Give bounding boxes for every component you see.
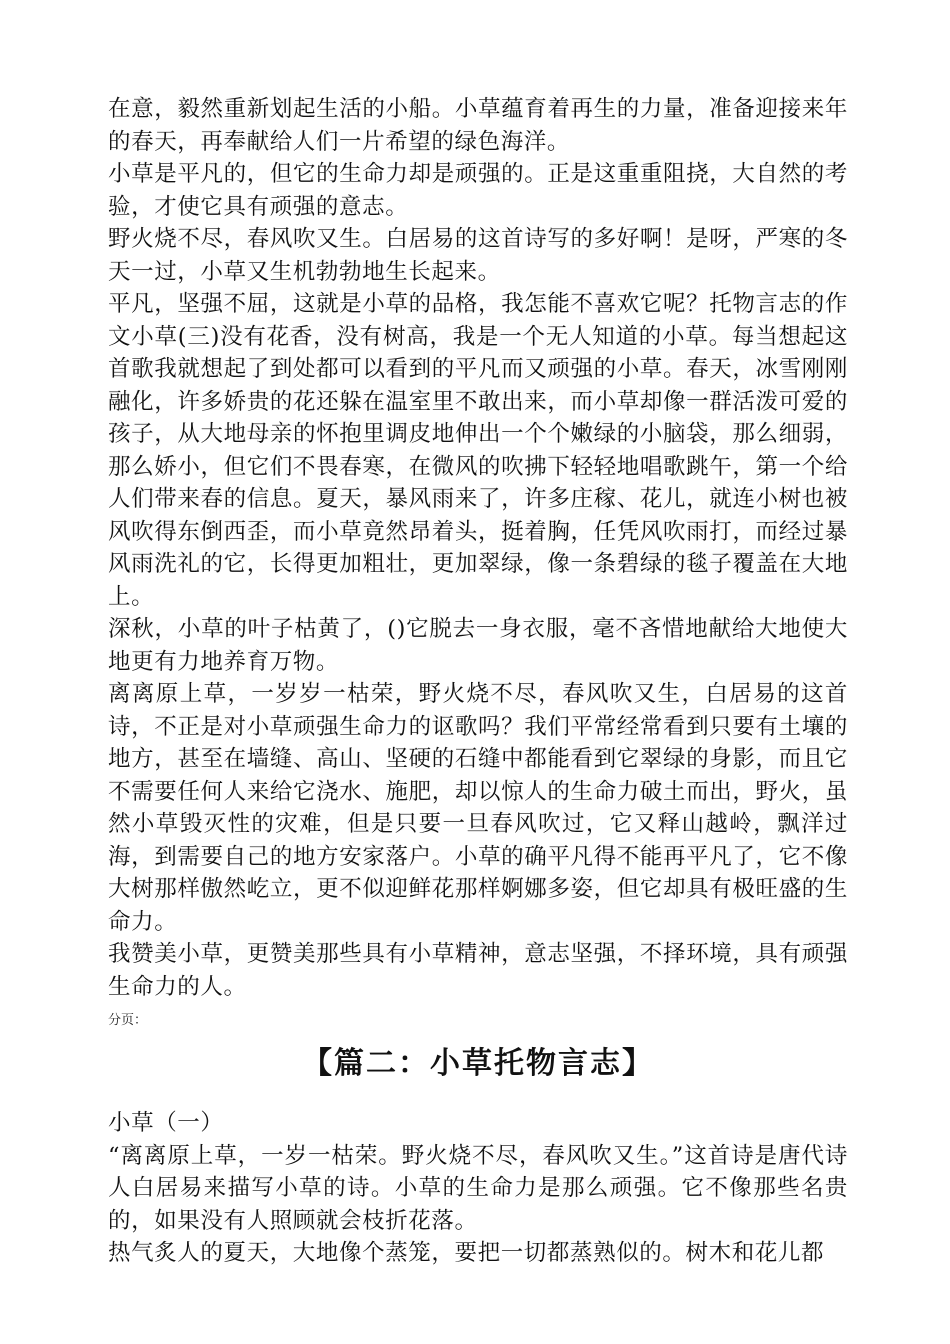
paragraph: 野火烧不尽，春风吹又生。白居易的这首诗写的多好啊！是呀，严寒的冬天一过，小草又生机勃勃地生长起来。: [108, 226, 848, 285]
paragraph: 在意，毅然重新划起生活的小船。小草蕴育着再生的力量，准备迎接来年的春天，再奉献给人们一片希望的绿色海洋。: [108, 96, 848, 155]
section-title: 【篇二：小草托物言志】: [302, 1046, 654, 1081]
paragraph: 离离原上草，一岁岁一枯荣，野火烧不尽，春风吹又生，白居易的这首诗，不正是对小草顽强生命力的讴歌吗？我们平常经常看到只要有土壤的地方，甚至在墙缝、高山、坚硬的石缝中都能看到它翠绿的身影，而且它不需要任何人来给它浇水、施肥，却以惊人的生命力破土而出，野火，虽然小草毁灭性的灾难，但是只要一旦春风吹过，它又释山越岭，飘洋过海，到需要自己的地方安家落户。小草的确平凡得不能再平凡了，它不像大树那样傲然屹立，更不似迎鲜花那样婀娜多姿，但它却具有极旺盛的生命力。: [108, 681, 848, 935]
paragraph: 平凡，坚强不屈，这就是小草的品格，我怎能不喜欢它呢？托物言志的作文小草(三)没有花香，没有树高，我是一个无人知道的小草。每当想起这首歌我就想起了到处都可以看到的平凡而又顽强的小草。春天，冰雪刚刚融化，许多娇贵的花还躲在温室里不敢出来，而小草却像一群活泼可爱的孩子，从大地母亲的怀抱里调皮地伸出一个个嫩绿的小脑袋，那么细弱，那么娇小，但它们不畏春寒，在微风的吹拂下轻轻地唱歌跳午，第一个给人们带来春的信息。夏天，暴风雨来了，许多庄稼、花儿，就连小树也被风吹得东倒西歪，而小草竟然昂着头，挺着胸，任凭风吹雨打，而经过暴风雨洗礼的它，长得更加粗壮，更加翠绿，像一条碧绿的毯子覆盖在大地上。: [108, 291, 848, 610]
paragraph: 深秋，小草的叶子枯黄了，()它脱去一身衣服，毫不吝惜地献给大地使大地更有力地养育万物。: [108, 616, 848, 675]
paragraph: 热气炙人的夏天，大地像个蒸笼，要把一切都蒸熟似的。树木和花儿都: [108, 1240, 825, 1266]
paragraph: “离离原上草，一岁一枯荣。野火烧不尽，春风吹又生。”这首诗是唐代诗人白居易来描写小草的诗。小草的生命力是那么顽强。它不像那些名贵的，如果没有人照顾就会枝折花落。: [108, 1142, 848, 1234]
page-break-label: 分页：: [108, 1013, 148, 1028]
subheading: 小草（一）: [108, 1110, 224, 1136]
paragraph: 我赞美小草，更赞美那些具有小草精神，意志坚强，不择环境，具有顽强生命力的人。: [108, 941, 848, 1000]
document-body: [108, 93, 848, 1270]
paragraph: 小草是平凡的，但它的生命力却是顽强的。正是这重重阻挠，大自然的考验，才使它具有顽强的意志。: [108, 161, 848, 220]
